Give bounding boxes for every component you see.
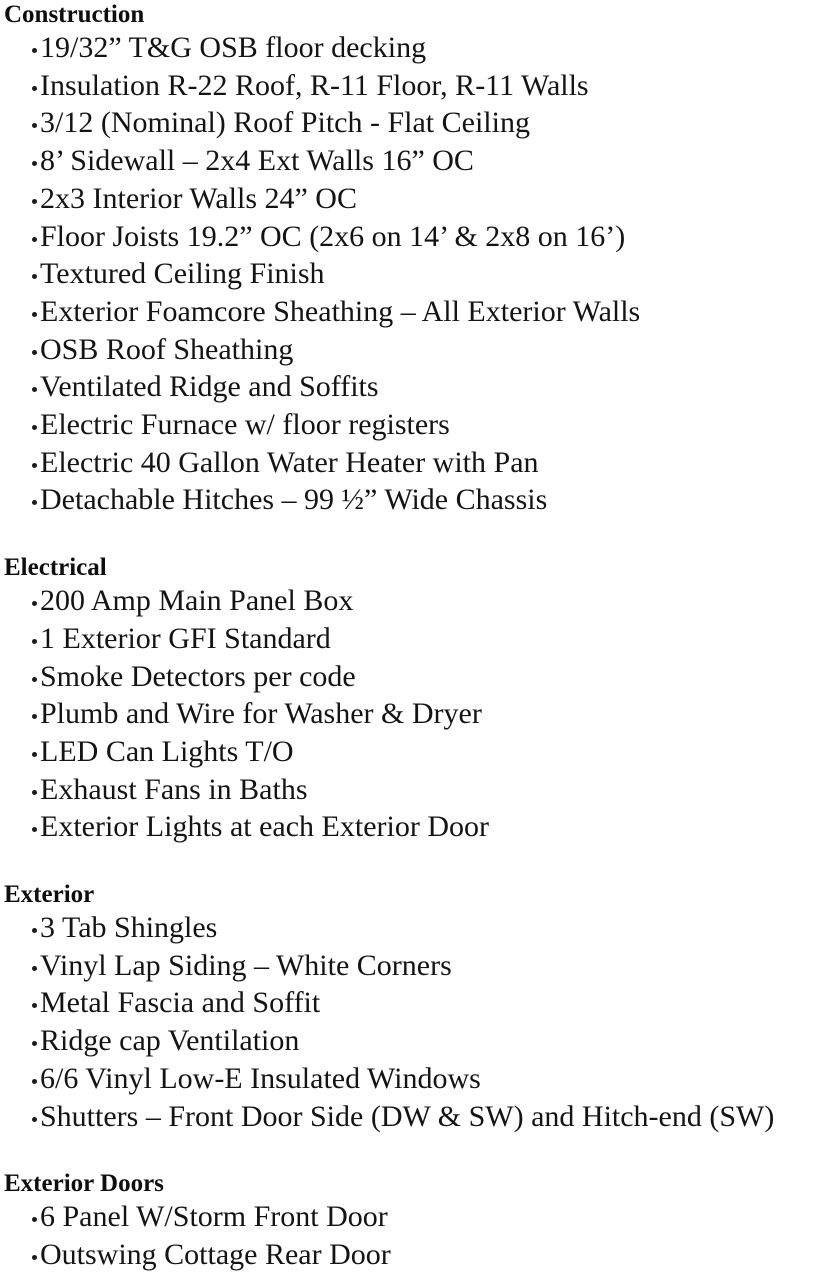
spec-item [4,255,825,293]
bullet-icon [32,601,37,606]
bullet-icon [32,463,37,468]
section-exterior-doors [4,1169,825,1273]
spec-text: Detachable Hitches – 99 ½” Wide Chassis [40,483,548,517]
spec-item [4,29,825,67]
bullet-icon [32,274,37,279]
bullet-icon [32,827,37,832]
bullet-icon [32,199,37,204]
spec-text: Plumb and Wire for Washer & Dryer [40,697,482,731]
spec-item [4,1022,825,1060]
spec-text: 19/32” T&G OSB floor decking [40,31,427,64]
bullet-icon [32,1079,37,1084]
spec-list [4,29,825,519]
bullet-icon [32,425,37,430]
bullet-icon [32,639,37,644]
bullet-icon [32,48,37,53]
spec-item [4,406,825,444]
spec-text: 6 Panel W/Storm Front Door [40,1200,388,1234]
spec-item [4,909,825,947]
bullet-icon [32,161,37,166]
spec-item [4,620,825,658]
spec-item [4,733,825,771]
bullet-icon [32,1117,37,1122]
bullet-icon [32,350,37,355]
spec-text: 3 Tab Shingles [40,911,218,945]
spec-text: Floor Joists 19.2” OC (2x6 on 14’ & 2x8 on 16’) [40,219,626,253]
section-title: Construction [4,1,145,28]
bullet-icon [32,1255,37,1260]
spec-item [4,218,825,256]
bullet-icon [32,790,37,795]
bullet-icon [32,1003,37,1008]
spec-list [4,909,825,1135]
spec-text: Exterior Lights at each Exterior Door [40,810,490,844]
bullet-icon [32,387,37,392]
spec-text: Insulation R-22 Roof, R-11 Floor, R-11 Walls [40,68,589,102]
section-title: Electrical [4,554,107,582]
spec-text: LED Can Lights T/O [40,734,294,768]
bullet-icon [32,123,37,128]
spec-item [4,582,825,620]
bullet-icon [32,752,37,757]
spec-text: 200 Amp Main Panel Box [40,584,354,618]
bullet-icon [32,966,37,971]
section-title: Exterior Doors [4,1170,164,1198]
section-exterior [4,880,825,1135]
spec-item [4,771,825,809]
spec-item [4,67,825,105]
bullet-icon [32,237,37,242]
spec-item [4,808,825,846]
spec-item [4,658,825,696]
spec-item [4,947,825,985]
spec-text: Metal Fascia and Soffit [40,986,321,1020]
section-construction [4,0,825,519]
spec-item [4,1198,825,1236]
bullet-icon [32,1041,37,1046]
spec-text: Shutters – Front Door Side (DW & SW) and Hitch-end (SW) [40,1099,775,1133]
spec-text: Outswing Cottage Rear Door [40,1237,391,1271]
spec-item [4,481,825,519]
spec-text: Smoke Detectors per code [40,659,356,693]
spec-item [4,1236,825,1274]
spec-item [4,331,825,369]
bullet-icon [32,500,37,505]
spec-text: Textured Ceiling Finish [40,257,325,291]
spec-list [4,582,825,846]
spec-text: Electric Furnace w/ floor registers [40,408,450,442]
spec-item [4,444,825,482]
spec-text: Exhaust Fans in Baths [40,772,308,806]
spec-item [4,142,825,180]
spec-text: Ventilated Ridge and Soffits [40,370,379,404]
bullet-icon [32,1217,37,1222]
spec-text: 1 Exterior GFI Standard [40,621,331,655]
spec-item [4,368,825,406]
spec-text: 3/12 (Nominal) Roof Pitch - Flat Ceiling [40,106,530,140]
spec-item [4,293,825,331]
spec-text: Electric 40 Gallon Water Heater with Pan [40,445,539,479]
spec-item [4,180,825,218]
bullet-icon [32,312,37,317]
section-title: Exterior [4,881,95,909]
bullet-icon [32,677,37,682]
spec-item [4,104,825,142]
spec-item [4,695,825,733]
spec-list [4,1198,825,1273]
spec-item [4,1060,825,1098]
spec-item [4,1098,825,1136]
section-electrical [4,553,825,846]
spec-text: Ridge cap Ventilation [40,1024,300,1058]
spec-text: Exterior Foamcore Sheathing – All Exterior Walls [40,294,641,328]
spec-text: OSB Roof Sheathing [40,332,294,366]
bullet-icon [32,714,37,719]
spec-text: 8’ Sidewall – 2x4 Ext Walls 16” OC [40,144,474,178]
spec-text: Vinyl Lap Siding – White Corners [40,948,452,982]
bullet-icon [32,928,37,933]
spec-text: 2x3 Interior Walls 24” OC [40,181,357,215]
bullet-icon [32,86,37,91]
spec-text: 6/6 Vinyl Low-E Insulated Windows [40,1061,481,1095]
spec-item [4,984,825,1022]
